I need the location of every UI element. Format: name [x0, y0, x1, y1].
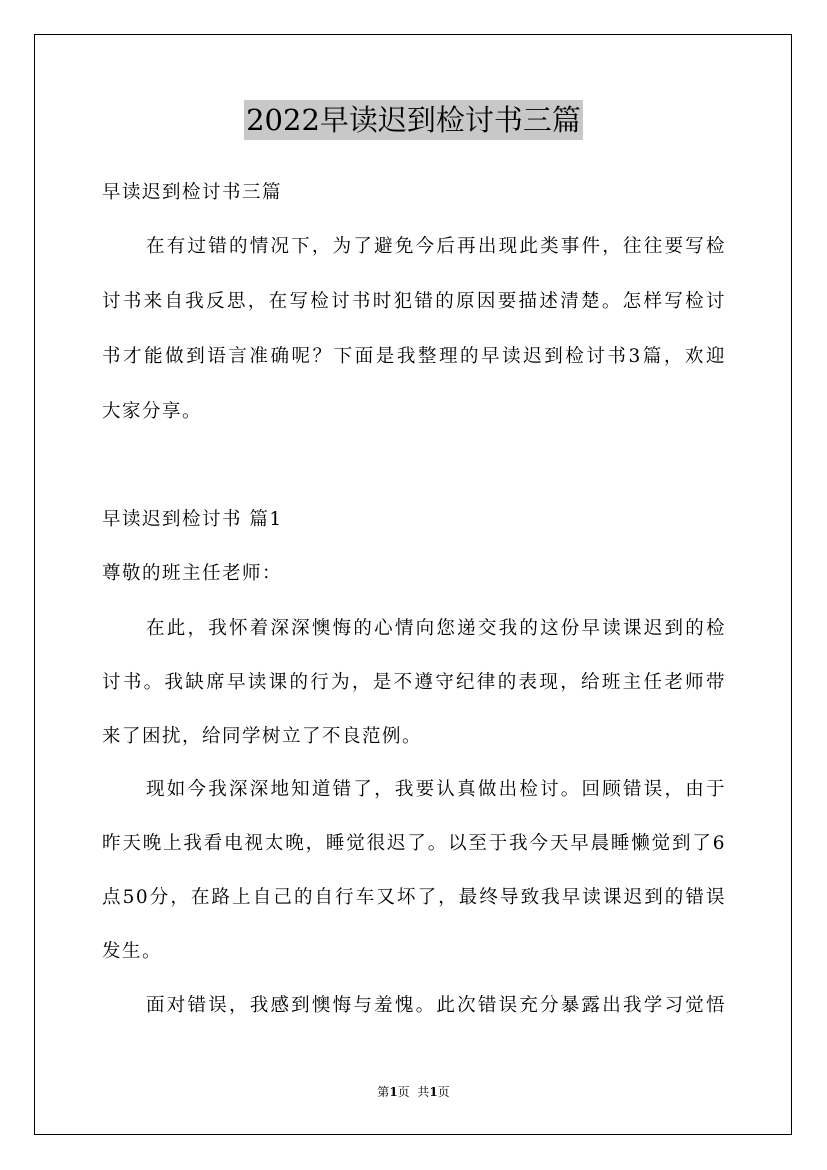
intro-line-2: 讨书来自我反思，在写检讨书时犯错的原因要描述清楚。怎样写检讨: [102, 291, 726, 312]
paragraph1-line-1: 在此，我怀着深深懊悔的心情向您递交我的这份早读课迟到的检: [146, 618, 726, 639]
footer-mid: 页 共: [397, 1085, 430, 1099]
intro-line-3: 书才能做到语言准确呢？下面是我整理的早读迟到检讨书3篇，欢迎: [102, 346, 726, 367]
footer-page-number: 1: [389, 1085, 398, 1099]
footer-pre: 第: [377, 1085, 390, 1099]
footer-page-total: 1: [429, 1085, 438, 1099]
document-title: 2022早读迟到检讨书三篇: [244, 100, 583, 140]
salutation: 尊敬的班主任老师：: [102, 563, 283, 584]
paragraph1-line-3: 来了困扰，给同学树立了不良范例。: [102, 726, 423, 747]
subtitle: 早读迟到检讨书三篇: [102, 182, 283, 203]
title-container: [0, 100, 827, 140]
paragraph2-line-4: 发生。: [102, 941, 163, 962]
paragraph2-line-3: 点50分，在路上自己的自行车又坏了，最终导致我早读课迟到的错误: [102, 887, 726, 908]
paragraph1-line-2: 讨书。我缺席早读课的行为，是不遵守纪律的表现，给班主任老师带: [102, 672, 726, 693]
intro-line-4: 大家分享。: [102, 401, 203, 422]
paragraph2-line-1: 现如今我深深地知道错了，我要认真做出检讨。回顾错误，由于: [146, 779, 726, 800]
paragraph2-line-2: 昨天晚上我看电视太晚，睡觉很迟了。以至于我今天早晨睡懒觉到了6: [102, 833, 726, 854]
footer-post: 页: [437, 1085, 450, 1099]
intro-line-1: 在有过错的情况下，为了避免今后再出现此类事件，往往要写检: [146, 236, 726, 257]
paragraph3-line-1: 面对错误，我感到懊悔与羞愧。此次错误充分暴露出我学习觉悟: [146, 995, 726, 1016]
page-footer: [0, 1084, 827, 1100]
section-heading: 早读迟到检讨书 篇1: [102, 509, 283, 530]
